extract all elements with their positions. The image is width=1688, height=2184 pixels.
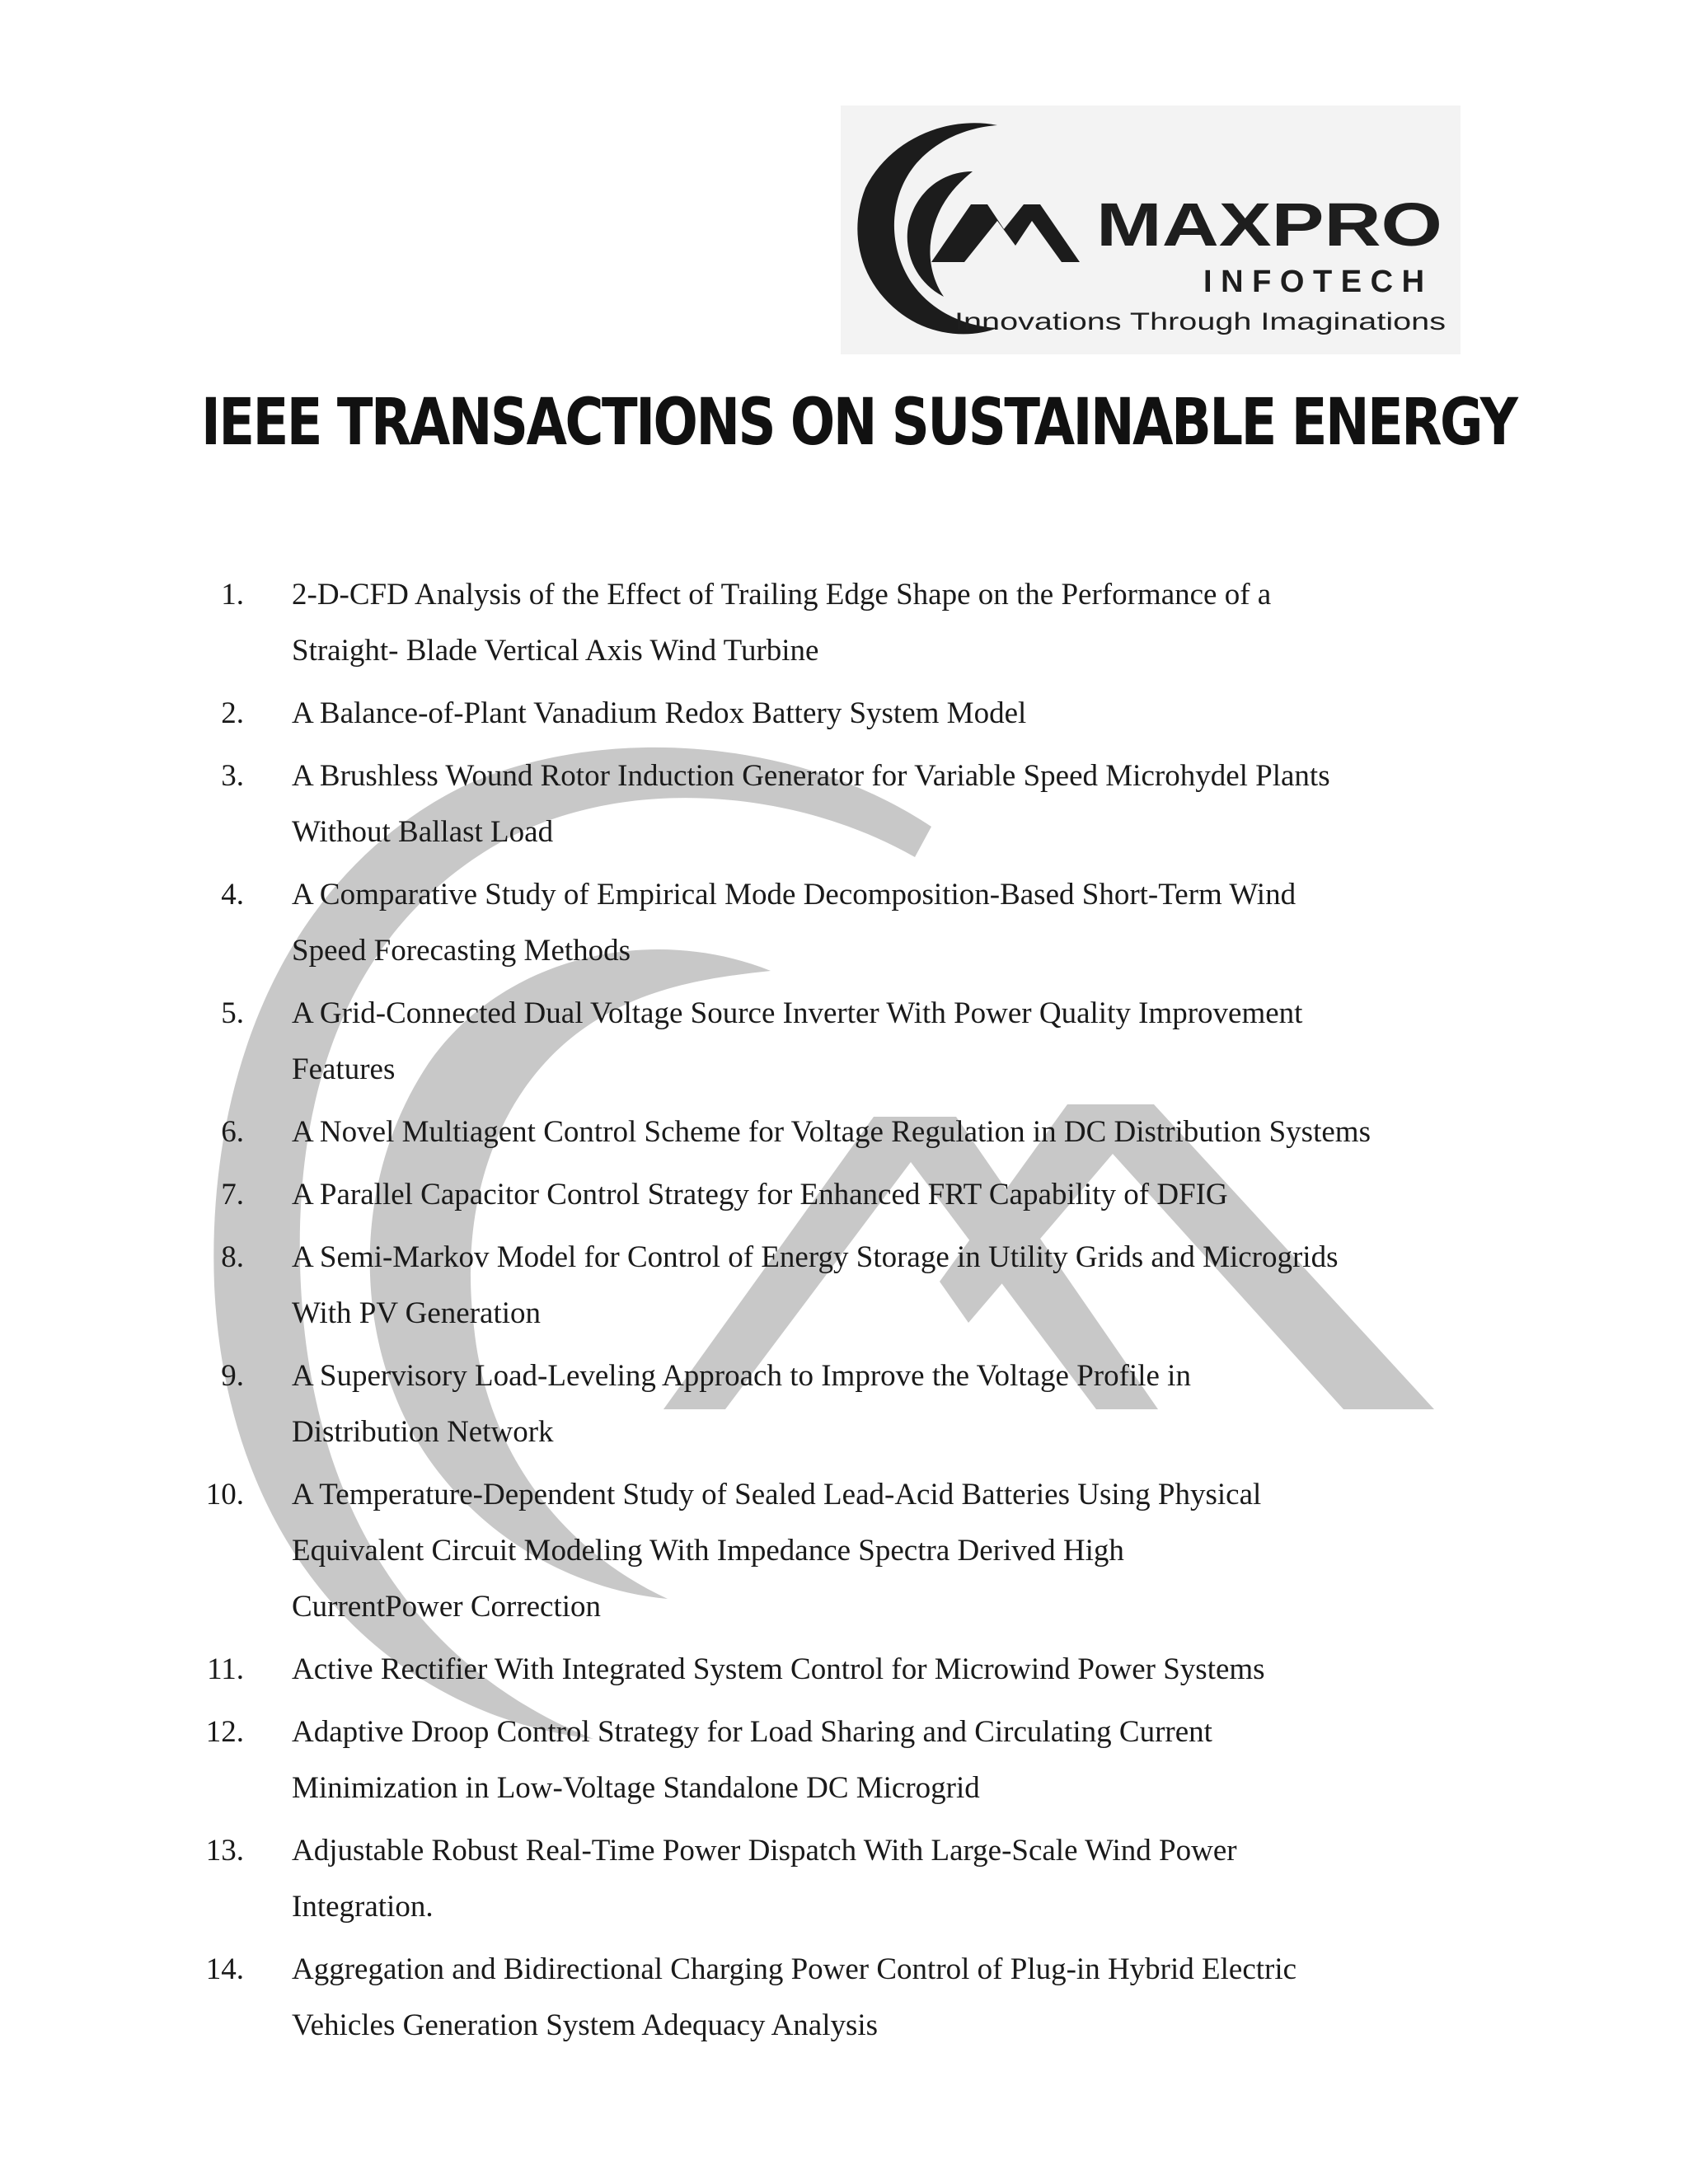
list-item-title-line: Straight- Blade Vertical Axis Wind Turbine — [292, 634, 819, 668]
logo-tagline: Innovations Through Imaginations — [954, 308, 1446, 335]
list-item-title-line: Adjustable Robust Real-Time Power Dispatch With Large-Scale Wind Power — [292, 1834, 1237, 1868]
list-item-title-line: A Semi-Markov Model for Control of Energy Storage in Utility Grids and Microgrids — [292, 1240, 1339, 1274]
list-item-title-line: Vehicles Generation System Adequacy Analysis — [292, 2008, 879, 2042]
list-item-title-line: Integration. — [292, 1890, 434, 1924]
list-item-number: 11. — [207, 1652, 244, 1686]
logo-brand-text: MAXPRO — [1096, 190, 1442, 259]
list-item-title-line: Distribution Network — [292, 1415, 554, 1449]
company-logo — [841, 105, 1461, 354]
list-item-number: 4. — [221, 878, 244, 912]
list-item-title-line: Active Rectifier With Integrated System Control for Microwind Power Systems — [292, 1652, 1265, 1686]
list-item-title-line: Without Ballast Load — [292, 815, 554, 849]
list-item-title-line: A Brushless Wound Rotor Induction Generator for Variable Speed Microhydel Plants — [292, 759, 1330, 793]
list-item-number: 10. — [205, 1478, 244, 1511]
list-item-title-line: Speed Forecasting Methods — [292, 934, 631, 968]
list-item-number: 2. — [221, 696, 244, 730]
list-item-title-line: Equivalent Circuit Modeling With Impedance Spectra Derived High — [292, 1534, 1124, 1568]
list-item-number: 8. — [221, 1240, 244, 1274]
list-item-title-line: A Balance-of-Plant Vanadium Redox Battery System Model — [292, 696, 1027, 730]
list-item-title-line: Minimization in Low-Voltage Standalone DC Microgrid — [292, 1771, 980, 1805]
list-item-title-line: A Comparative Study of Empirical Mode Decomposition-Based Short-Term Wind — [292, 878, 1296, 912]
list-item-number: 13. — [205, 1834, 244, 1868]
list-item-title-line: A Parallel Capacitor Control Strategy for Enhanced FRT Capability of DFIG — [292, 1178, 1228, 1212]
list-item-number: 14. — [205, 1952, 244, 1986]
list-item-number: 7. — [221, 1178, 244, 1212]
list-item-title-line: Adaptive Droop Control Strategy for Load Sharing and Circulating Current — [292, 1715, 1212, 1749]
list-item-title-line: Aggregation and Bidirectional Charging Power Control of Plug-in Hybrid Electric — [292, 1952, 1297, 1986]
logo-sub-text: I N F O T E C H — [1203, 265, 1425, 299]
list-item-title-line: A Temperature-Dependent Study of Sealed Lead-Acid Batteries Using Physical — [292, 1478, 1262, 1511]
list-item-title-line: A Grid-Connected Dual Voltage Source Inverter With Power Quality Improvement — [292, 996, 1303, 1030]
list-item-title-line: A Supervisory Load-Leveling Approach to Improve the Voltage Profile in — [292, 1359, 1191, 1393]
list-item-title-line: A Novel Multiagent Control Scheme for Voltage Regulation in DC Distribution Systems — [292, 1115, 1371, 1149]
list-item-title-line: With PV Generation — [292, 1296, 541, 1330]
list-item-title-line: 2-D-CFD Analysis of the Effect of Trailing Edge Shape on the Performance of a — [292, 578, 1272, 612]
list-item-number: 9. — [221, 1359, 244, 1393]
list-item-number: 3. — [221, 759, 244, 793]
page-title: IEEE TRANSACTIONS ON SUSTAINABLE ENERGY — [201, 386, 1517, 460]
list-item-number: 12. — [205, 1715, 244, 1749]
list-item-number: 5. — [221, 996, 244, 1030]
list-item-number: 6. — [221, 1115, 244, 1149]
list-item-number: 1. — [221, 578, 244, 612]
list-item-title-line: CurrentPower Correction — [292, 1590, 602, 1624]
list-item-title-line: Features — [292, 1052, 396, 1086]
